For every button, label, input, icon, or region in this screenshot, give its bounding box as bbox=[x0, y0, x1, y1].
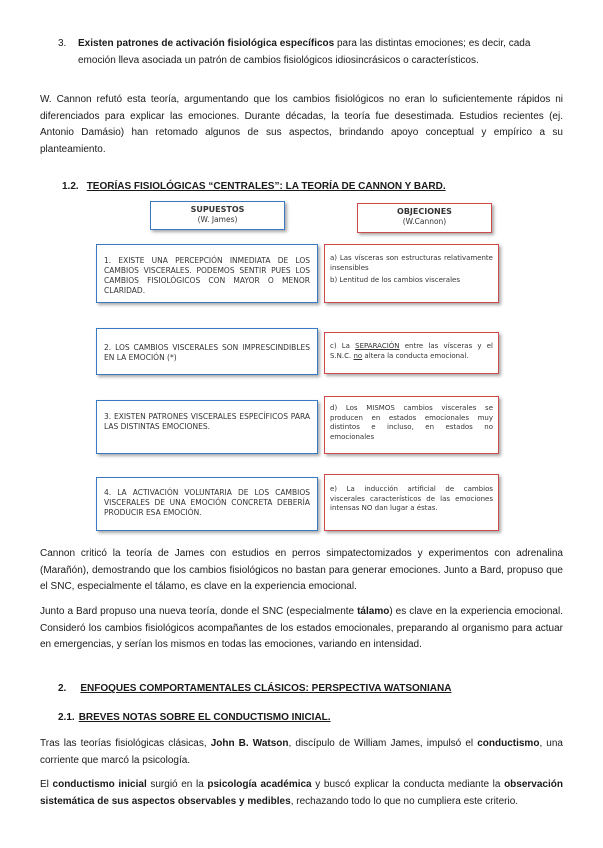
supuesto-3: 3. EXISTEN PATRONES VISCERALES ESPECÍFICOS PARA LAS DISTINTAS EMOCIONES. bbox=[96, 400, 318, 454]
conductismo-text-2: surgió en la bbox=[146, 779, 208, 790]
heading-number: 2.1. bbox=[58, 712, 75, 723]
paragraph-watson bbox=[40, 736, 563, 769]
paragraph-critica: Cannon criticó la teoría de James con estudios en perros simpatectomizados y experimentos con adrenalina (Marañón), demostrando que los cambios fisiológicos no bastan para generar emociones. Junto a Bard, propuso que el SNC, especialmente el tálamo, es clave en la experiencia emocional. bbox=[40, 548, 563, 592]
objecion-1-b: b) Lentitud de los cambios viscerales bbox=[330, 276, 460, 284]
conductismo-bold-2: psicología académica bbox=[207, 779, 312, 790]
conductismo-bold-3: observación sistemática de sus aspectos observables y medibles bbox=[40, 779, 563, 807]
bard-text-1: Junto a Bard propuso una nueva teoría, donde el SNC (especialmente bbox=[40, 606, 358, 617]
conductismo-bold-1: conductismo inicial bbox=[52, 779, 147, 790]
objeciones-title: OBJECIONES bbox=[397, 207, 452, 216]
list-number: 3. bbox=[58, 38, 67, 49]
objeciones-header bbox=[357, 203, 492, 233]
bard-bold: tálamo bbox=[357, 606, 390, 617]
objecion-4: e) La inducción artificial de cambios viscerales característicos de las emociones intensas NO dan lugar a éstas. bbox=[324, 474, 499, 531]
objecion-1 bbox=[324, 244, 499, 303]
list-item-bold: Existen patrones de activación fisiológica específicos bbox=[78, 38, 335, 49]
supuestos-subtitle: (W. James) bbox=[197, 215, 238, 224]
conductismo-text-4: , rechazando todo lo que no cumpliera este criterio. bbox=[290, 795, 519, 807]
watson-text-3: , una corriente que marcó la psicología. bbox=[40, 738, 563, 766]
heading-number: 1.2. bbox=[62, 181, 79, 192]
conductismo-text-3: y buscó explicar la conducta mediante la bbox=[311, 779, 505, 790]
objecion-3: d) Los MISMOS cambios viscerales se producen en estados emocionales muy distintos e incluso, en estados no emocionales bbox=[324, 396, 499, 454]
heading-text: BREVES NOTAS SOBRE EL CONDUCTISMO INICIAL. bbox=[78, 712, 331, 723]
bard-text-2: ) es clave en la experiencia emocional. Consideró los cambios fisiológicos acompañantes de los estados emocionales, preparando al organismo para actuar en emergencias, y serían los mismos en todas las emociones, variando en intensidad. bbox=[40, 606, 563, 650]
objecion-2-text-end: altera la conducta emocional. bbox=[362, 351, 469, 360]
objecion-2-text: c) La bbox=[330, 342, 356, 350]
supuesto-2: 2. LOS CAMBIOS VISCERALES SON IMPRESCINDIBLES EN LA EMOCIÓN (*) bbox=[96, 328, 318, 375]
objecion-2-separacion: SEPARACIÓN bbox=[355, 342, 400, 350]
heading-text: ENFOQUES COMPORTAMENTALES CLÁSICOS: PERSPECTIVA WATSONIANA bbox=[80, 683, 452, 694]
supuestos-header bbox=[150, 201, 285, 230]
conductismo-text-1: El bbox=[40, 779, 53, 790]
paragraph-cannon: W. Cannon refutó esta teoría, argumentando que los cambios fisiológicos no eran lo suficientemente rápidos ni diferenciados para explicar las emociones. Durante décadas, la teoría fue desestimada. Estudios recientes (ej. Antonio Damásio) han retomado algunos de sus aspectos, brindando apoyo conceptual y empírico a su planteamiento. bbox=[40, 94, 563, 155]
objecion-2-no: no bbox=[353, 351, 363, 360]
heading-text: TEORÍAS FISIOLÓGICAS “CENTRALES”: LA TEORÍA DE CANNON Y BARD. bbox=[86, 181, 446, 192]
objecion-2 bbox=[324, 332, 499, 374]
heading-number: 2. bbox=[58, 683, 67, 694]
watson-bold-1: John B. Watson bbox=[210, 738, 289, 749]
objeciones-subtitle: (W.Cannon) bbox=[402, 217, 447, 226]
objecion-2-text-mid: entre las vísceras y el S.N.C. bbox=[330, 342, 493, 360]
objecion-1-a: a) Las vísceras son estructuras relativamente insensibles bbox=[330, 254, 493, 272]
supuesto-1: 1. EXISTE UNA PERCEPCIÓN INMEDIATA DE LOS CAMBIOS VISCERALES. PODEMOS SENTIR PUES LOS CAMBIOS FISIOLÓGICOS CON MAYOR O MENOR CLARIDAD. bbox=[96, 244, 318, 303]
watson-text-2: , discípulo de William James, impulsó el bbox=[288, 738, 478, 749]
list-item-3 bbox=[58, 36, 563, 69]
watson-text-1: Tras las teorías fisiológicas clásicas, bbox=[40, 738, 211, 749]
heading-1-2 bbox=[62, 181, 446, 192]
list-item-line2: emoción lleva asociada un patrón de cambios fisiológicos idiosincrásicos o característicos. bbox=[78, 54, 479, 66]
heading-2 bbox=[58, 683, 451, 694]
paragraph-conductismo bbox=[40, 777, 563, 810]
heading-2-1 bbox=[58, 712, 331, 723]
supuestos-title: SUPUESTOS bbox=[190, 205, 245, 214]
list-item-text: para las distintas emociones; es decir, cada bbox=[334, 38, 531, 49]
supuesto-4: 4. LA ACTIVACIÓN VOLUNTARIA DE LOS CAMBIOS VISCERALES DE UNA EMOCIÓN CONCRETA DEBERÍA PRODUCIR ESA EMOCIÓN. bbox=[96, 477, 318, 531]
watson-bold-2: conductismo bbox=[477, 738, 540, 749]
paragraph-bard bbox=[40, 604, 563, 654]
